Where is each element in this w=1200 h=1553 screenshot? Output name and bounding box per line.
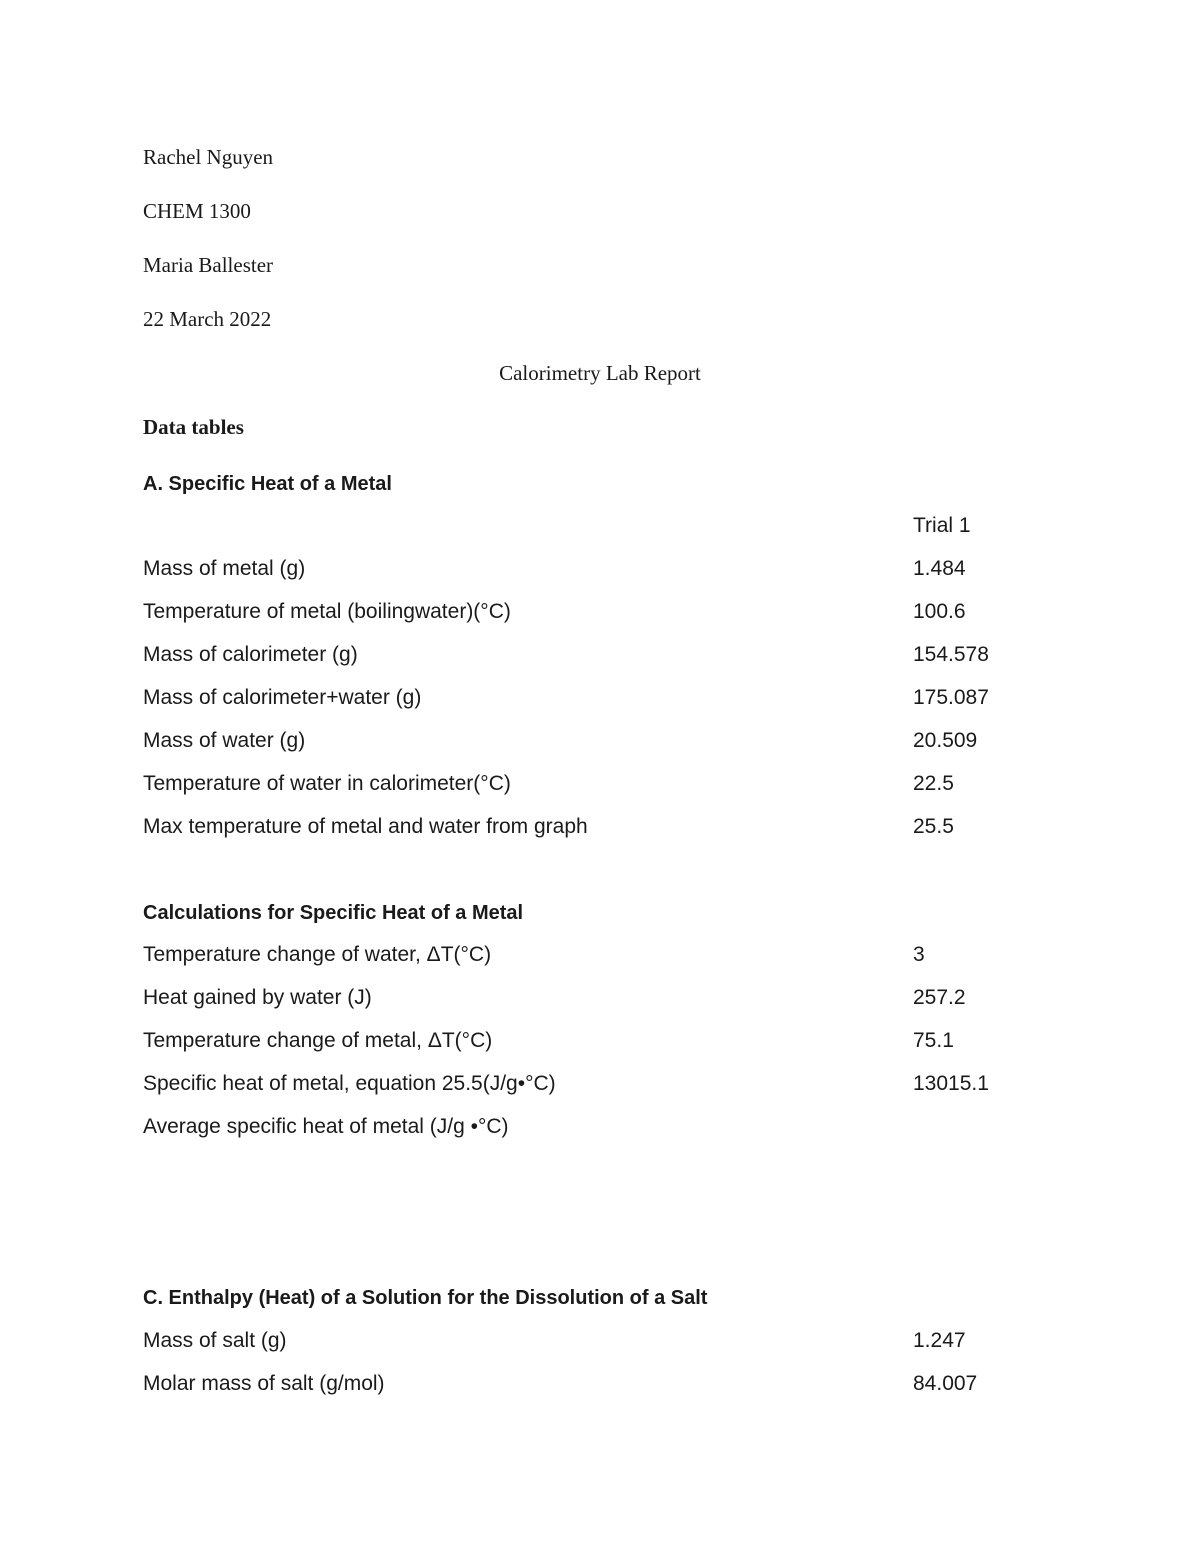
row-value: 1.484 — [913, 557, 966, 580]
row-value: 13015.1 — [913, 1072, 989, 1095]
row-value: 100.6 — [913, 600, 966, 623]
instructor-name: Maria Ballester — [143, 253, 274, 277]
calculations-heading: Calculations for Specific Heat of a Metal — [143, 902, 524, 924]
row-label: Temperature change of water, ΔT(°C) — [143, 943, 492, 966]
course-name: CHEM 1300 — [143, 199, 251, 223]
row-value: 75.1 — [913, 1029, 954, 1052]
page-title: Calorimetry Lab Report — [499, 361, 701, 385]
row-label: Molar mass of salt (g/mol) — [143, 1372, 385, 1395]
report-date: 22 March 2022 — [143, 307, 272, 331]
row-label: Mass of water (g) — [143, 729, 306, 752]
row-label: Temperature change of metal, ΔT(°C) — [143, 1029, 493, 1052]
data-tables-heading: Data tables — [143, 415, 244, 439]
row-value: 154.578 — [913, 643, 989, 666]
section-a-heading: A. Specific Heat of a Metal — [143, 473, 392, 495]
row-label: Temperature of water in calorimeter(°C) — [143, 772, 511, 795]
row-label: Average specific heat of metal (J/g •°C) — [143, 1115, 509, 1138]
row-label: Heat gained by water (J) — [143, 986, 372, 1009]
row-label: Mass of calorimeter (g) — [143, 643, 358, 666]
trial-column-header: Trial 1 — [913, 514, 971, 537]
row-label: Temperature of metal (boilingwater)(°C) — [143, 600, 511, 623]
row-value: 25.5 — [913, 815, 954, 838]
row-value: 20.509 — [913, 729, 978, 752]
row-value: 22.5 — [913, 772, 954, 795]
row-label: Mass of metal (g) — [143, 557, 306, 580]
row-label: Max temperature of metal and water from graph — [143, 815, 588, 838]
section-c-heading: C. Enthalpy (Heat) of a Solution for the Dissolution of a Salt — [143, 1287, 708, 1309]
student-name: Rachel Nguyen — [143, 145, 274, 169]
row-label: Specific heat of metal, equation 25.5(J/g•°C) — [143, 1072, 556, 1095]
row-value: 3 — [913, 943, 925, 966]
row-value: 84.007 — [913, 1372, 978, 1395]
row-value: 175.087 — [913, 686, 989, 709]
row-label: Mass of salt (g) — [143, 1329, 287, 1352]
row-label: Mass of calorimeter+water (g) — [143, 686, 422, 709]
row-value: 257.2 — [913, 986, 966, 1009]
row-value: 1.247 — [913, 1329, 966, 1352]
